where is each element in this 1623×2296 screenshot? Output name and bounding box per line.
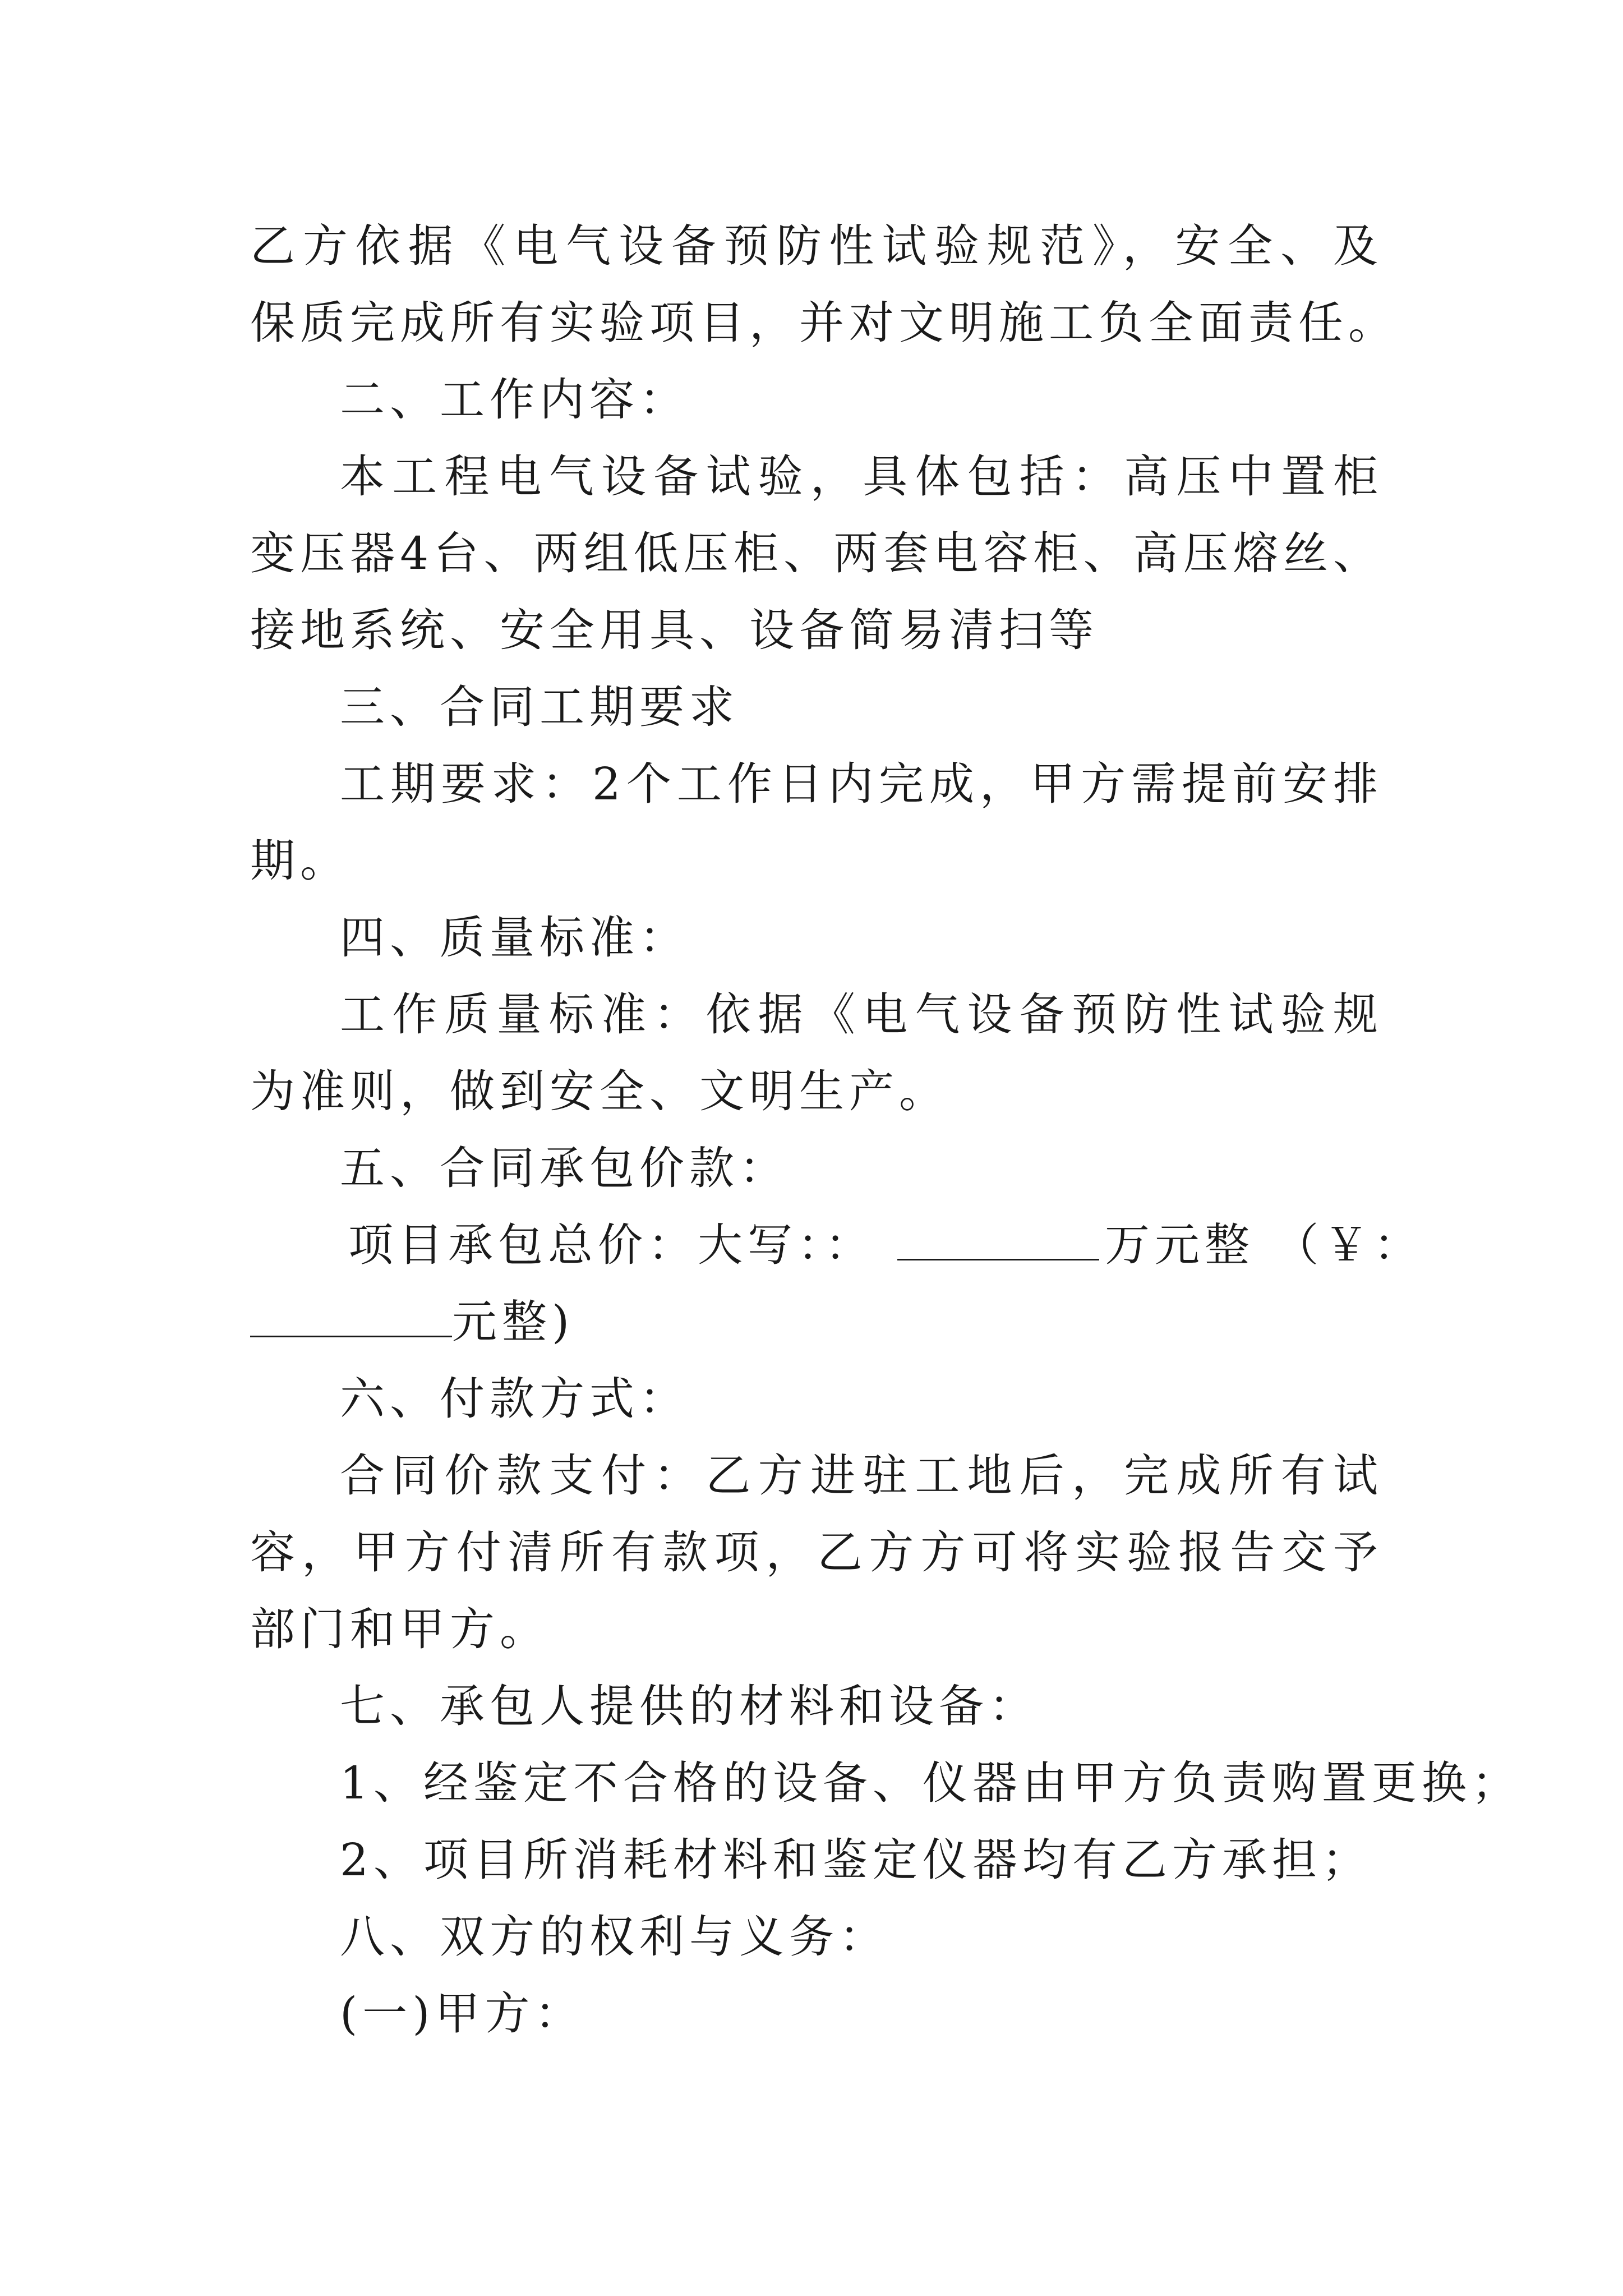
price-line-continued [250,1283,1383,1360]
paragraph-line: 变压器4台、两组低压柜、两套电容柜、高压熔丝、 [250,527,1383,579]
section-heading: 五、合同承包价款： [340,1142,789,1194]
section-heading: 八、双方的权利与义务： [340,1911,889,1963]
price-words-blank [897,1226,1099,1260]
paragraph-line: 接地系统、安全用具、设备简易清扫等 [250,604,1099,656]
price-number-unit: 元整) [452,1296,575,1348]
section-heading: 七、承包人提供的材料和设备： [340,1680,1039,1732]
paragraph-line: 为准则，做到安全、文明生产。 [250,1065,949,1117]
paragraph-line: 本工程电气设备试验，具体包括：高压中置柜 [340,450,1383,503]
paragraph-line: 期。 [250,835,350,887]
price-label: 项目承包总价：大写：： [348,1219,875,1271]
section-heading: 二、工作内容： [340,374,689,426]
section-heading: 三、合同工期要求 [340,681,739,733]
paragraph-line: 工作质量标准：依据《电气设备预防性试验规 [340,988,1383,1041]
paragraph-line: 保质完成所有实验项目，并对文明施工负全面责任。 [250,297,1398,349]
section-heading: 四、质量标准： [340,912,689,964]
section-heading: 六、付款方式： [340,1373,689,1425]
price-unit: 万元整 （￥： [1105,1219,1424,1271]
paragraph-line: 工期要求：2个工作日内完成，甲方需提前安排 [340,758,1383,810]
price-number-blank [250,1303,452,1337]
document-body [250,208,1521,2052]
list-item: 1、经鉴定不合格的设备、仪器由甲方负责购置更换； [340,1757,1521,1809]
paragraph-line: 乙方依据《电气设备预防性试验规范》，安全、及 [250,220,1383,272]
paragraph-line: 部门和甲方。 [250,1603,550,1655]
price-line [250,1207,1424,1283]
paragraph-line: 合同价款支付：乙方进驻工地后，完成所有试 [340,1450,1383,1502]
subsection-heading: (一)甲方： [340,1987,585,2040]
paragraph-line: 容，甲方付清所有款项，乙方方可将实验报告交予 [250,1526,1383,1579]
list-item: 2、项目所消耗材料和鉴定仪器均有乙方承担； [340,1834,1372,1886]
